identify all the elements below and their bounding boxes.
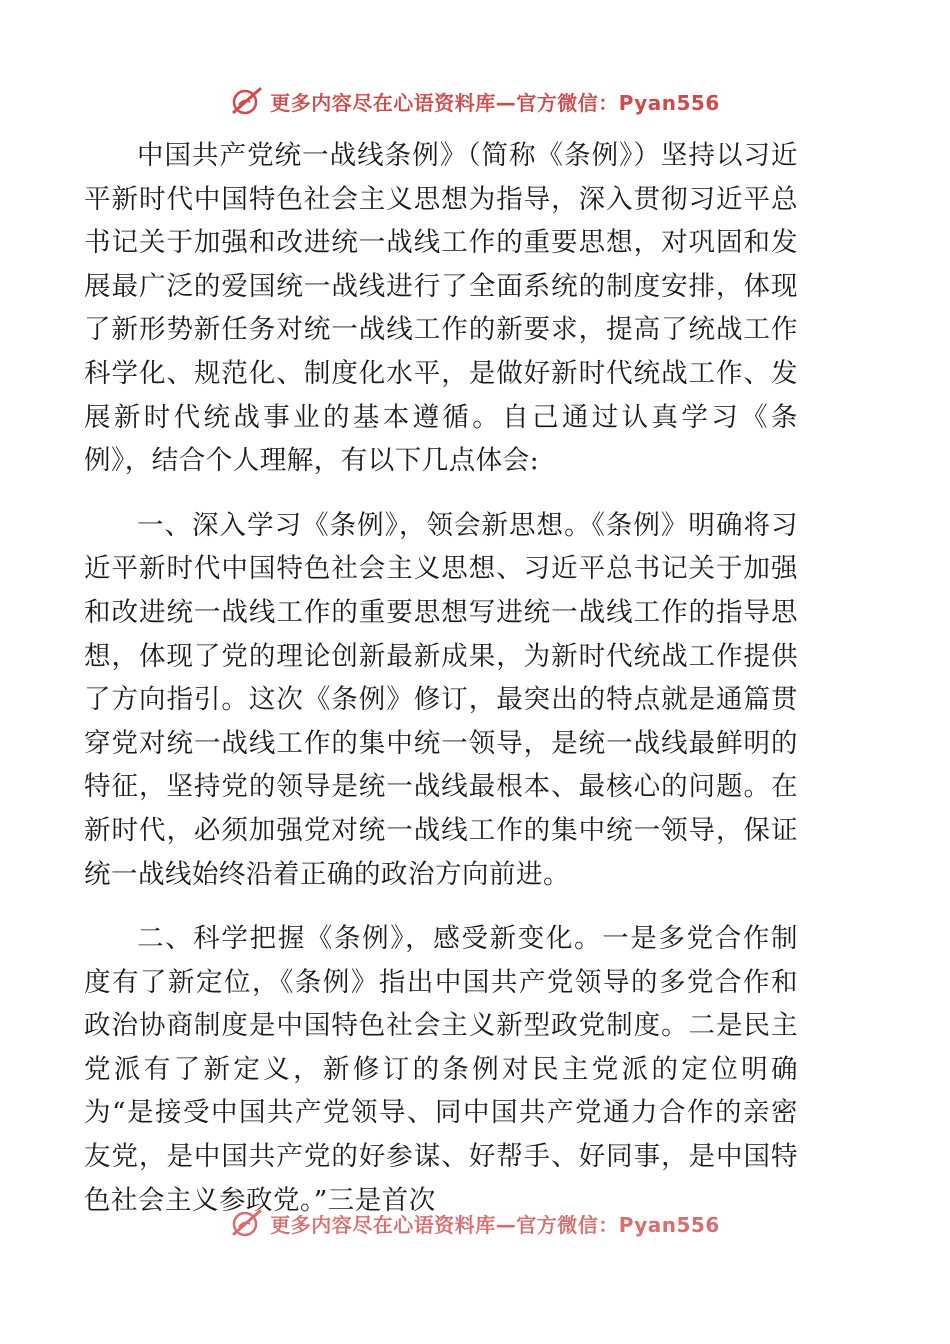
watermark-text: 更多内容尽在心语资料库—官方微信：Pyan556 — [270, 90, 720, 115]
pen-logo-icon — [230, 86, 264, 116]
watermark-text: 更多内容尽在心语资料库—官方微信：Pyan556 — [270, 1212, 720, 1237]
paragraph-point-one: 一、深入学习《条例》，领会新思想。《条例》明确将习近平新时代中国特色社会主义思想、习近平总书记关于加强和改进统一战线工作的重要思想写进统一战线工作的指导思想，体现了党的理论创新最新成果，为新时代统战工作提供了方向指引。这次《条例》修订，最突出的特点就是通篇贯穿党对统一战线工作的集中统一领导，是统一战线最鲜明的特征，坚持党的领导是统一战线最根本、最核心的问题。在新时代，必须加强党对统一战线工作的集中统一领导，保证统一战线始终沿着正确的政治方向前进。 — [84, 509, 798, 890]
pen-logo-icon — [230, 1208, 264, 1238]
watermark-header — [0, 86, 950, 116]
watermark-footer — [0, 1208, 950, 1238]
paragraph-point-two: 二、科学把握《条例》，感受新变化。一是多党合作制度有了新定位，《条例》指出中国共产党领导的多党合作和政治协商制度是中国特色社会主义新型政党制度。二是民主党派有了新定义，新修订的条例对民主党派的定位明确为“是接受中国共产党领导、同中国共产党通力合作的亲密友党，是中国共产党的好参谋、好帮手、好同事，是中国特色社会主义参政党。”三是首次 — [84, 923, 798, 1216]
document-body — [84, 134, 798, 1222]
paragraph-intro: 中国共产党统一战线条例》（简称《条例》）坚持以习近平新时代中国特色社会主义思想为指导，深入贯彻习近平总书记关于加强和改进统一战线工作的重要思想，对巩固和发展最广泛的爱国统一战线进行了全面系统的制度安排，体现了新形势新任务对统一战线工作的新要求，提高了统战工作科学化、规范化、制度化水平，是做好新时代统战工作、发展新时代统战事业的基本遵循。自己通过认真学习《条例》，结合个人理解，有以下几点体会: — [84, 140, 798, 477]
